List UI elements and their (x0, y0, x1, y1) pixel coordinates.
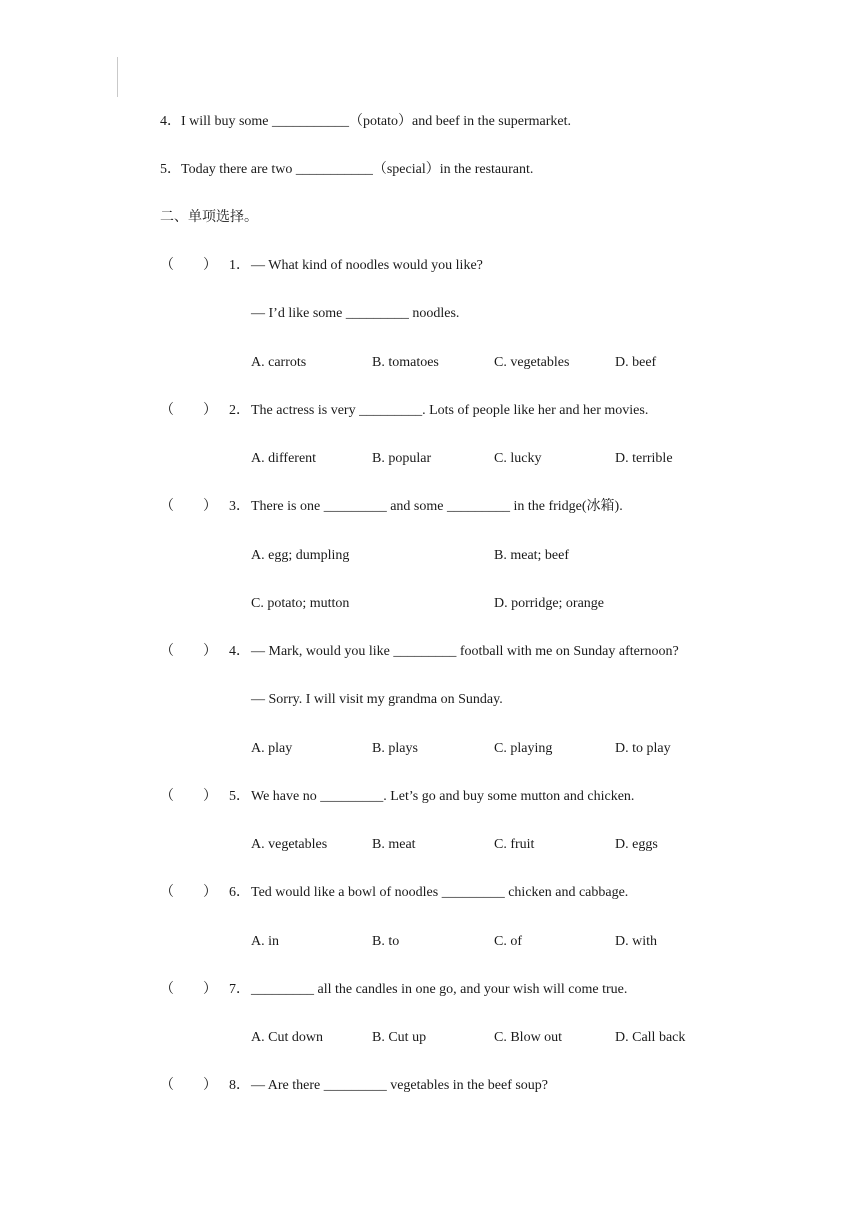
answer-paren-close: ） (203, 499, 217, 514)
answer-paren-open: （ (160, 885, 174, 900)
answer-paren-open: （ (160, 789, 174, 804)
option-c: C. potato; mutton (251, 596, 350, 611)
question-number: 3． (229, 499, 250, 514)
option-c: C. playing (494, 741, 553, 756)
question-number: 5． (229, 789, 250, 804)
option-b: B. popular (372, 451, 432, 466)
option-a: A. Cut down (251, 1030, 323, 1045)
option-a: A. play (251, 741, 293, 756)
question-number: 1． (229, 258, 250, 273)
option-d: D. porridge; orange (494, 596, 605, 611)
answer-paren-open: （ (160, 982, 174, 997)
option-b: B. plays (372, 741, 418, 756)
option-d: D. Call back (615, 1030, 686, 1045)
question-stem: Ted would like a bowl of noodles _________ chicken and cabbage. (251, 885, 629, 900)
option-c: C. of (494, 934, 522, 949)
answer-paren-close: ） (203, 644, 217, 659)
question-stem-reply: — Sorry. I will visit my grandma on Sunday. (251, 692, 503, 707)
answer-paren-open: （ (160, 403, 174, 418)
option-b: B. meat; beef (494, 548, 570, 563)
answer-paren-open: （ (160, 1078, 174, 1093)
section-title: 二、单项选择。 (160, 209, 258, 225)
answer-paren-close: ） (203, 1078, 217, 1093)
fill-item-number: 4． (160, 114, 181, 129)
question-stem: _________ all the candles in one go, and your wish will come true. (251, 982, 628, 997)
option-c: C. fruit (494, 837, 535, 852)
answer-paren-open: （ (160, 499, 174, 514)
question-number: 4． (229, 644, 250, 659)
option-c: C. Blow out (494, 1030, 563, 1045)
fill-item-number: 5． (160, 162, 181, 177)
option-a: A. different (251, 451, 317, 466)
question-stem: — What kind of noodles would you like? (251, 258, 483, 273)
question-number: 2． (229, 403, 250, 418)
fill-item-text: I will buy some ___________（potato）and beef in the supermarket. (181, 114, 571, 129)
question-stem: The actress is very _________. Lots of people like her and her movies. (251, 403, 649, 418)
option-c: C. lucky (494, 451, 542, 466)
question-stem: — Mark, would you like _________ football with me on Sunday afternoon? (251, 644, 679, 659)
question-number: 6． (229, 885, 250, 900)
answer-paren-close: ） (203, 982, 217, 997)
option-d: D. with (615, 934, 657, 949)
option-a: A. egg; dumpling (251, 548, 350, 563)
option-a: A. carrots (251, 355, 307, 370)
option-b: B. Cut up (372, 1030, 427, 1045)
fill-item-text: Today there are two ___________（special）in the restaurant. (181, 162, 534, 177)
question-number: 8． (229, 1078, 250, 1093)
fill-item-4 (160, 113, 571, 131)
option-b: B. to (372, 934, 400, 949)
answer-paren-close: ） (203, 789, 217, 804)
answer-paren-close: ） (203, 403, 217, 418)
option-d: D. terrible (615, 451, 673, 466)
answer-paren-open: （ (160, 644, 174, 659)
answer-paren-open: （ (160, 258, 174, 273)
answer-paren-close: ） (203, 258, 217, 273)
option-c: C. vegetables (494, 355, 570, 370)
option-b: B. meat (372, 837, 416, 852)
question-stem: — Are there _________ vegetables in the beef soup? (251, 1078, 549, 1093)
option-a: A. vegetables (251, 837, 328, 852)
fill-item-5 (160, 161, 533, 179)
option-b: B. tomatoes (372, 355, 439, 370)
option-d: D. eggs (615, 837, 658, 852)
question-stem-reply: — I’d like some _________ noodles. (251, 306, 460, 321)
question-stem: We have no _________. Let’s go and buy some mutton and chicken. (251, 789, 635, 804)
option-a: A. in (251, 934, 279, 949)
option-d: D. to play (615, 741, 671, 756)
answer-paren-close: ） (203, 885, 217, 900)
margin-line (117, 57, 118, 97)
option-d: D. beef (615, 355, 657, 370)
question-number: 7． (229, 982, 250, 997)
question-stem: There is one _________ and some _________ in the fridge(冰箱). (251, 499, 623, 514)
